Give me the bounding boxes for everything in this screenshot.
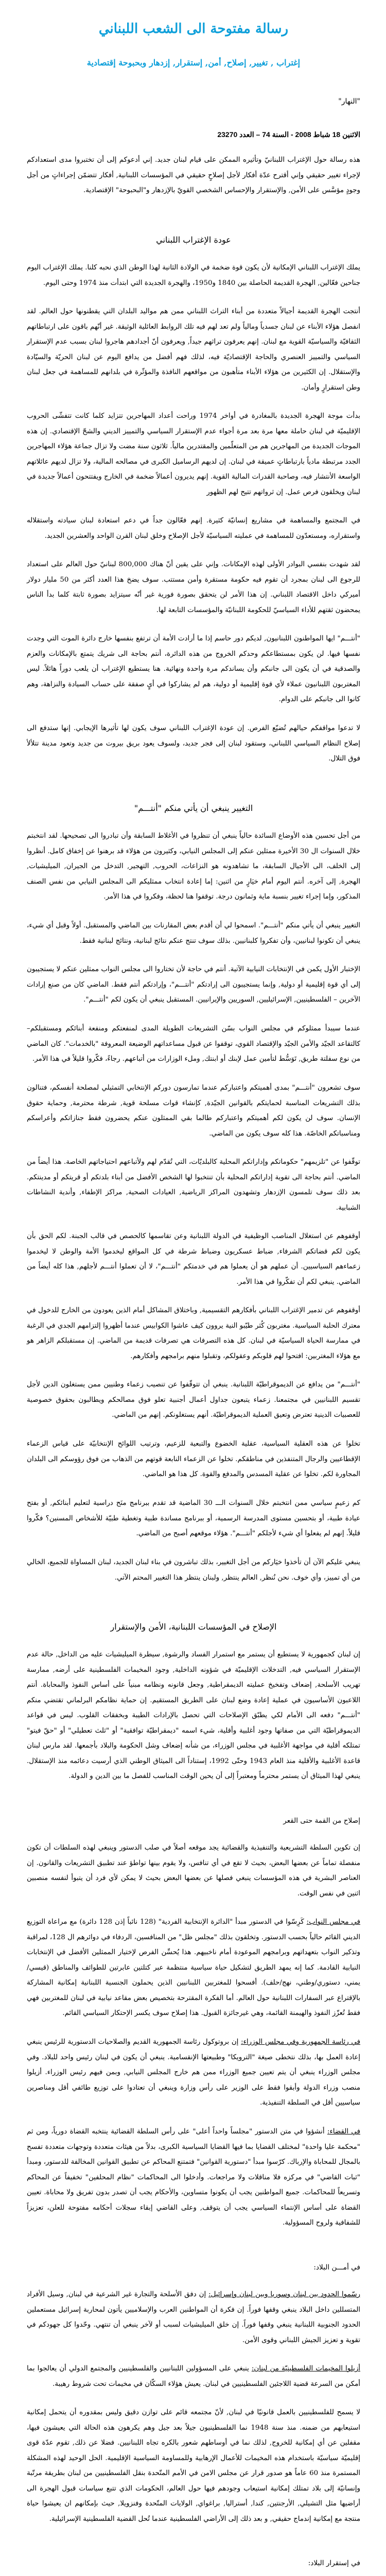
reform-item-parliament [27, 1914, 360, 2021]
reform-item-presidency [27, 2035, 360, 2111]
item-label: أزيلوا المخيمات الفلسطينيّة من لبنان: [251, 2365, 361, 2372]
paragraph: توقّفوا عن "تلزيمهم" حكوماتكم وإداراتكم المحلية كالبلديّات، التي تُقدّم لهم ولأتباعهم احتياجاتهم الخاصة. هذا أيضاً من الماضي. أنتم بحاجة الى تقوية إداراتكم المحلية بأن تنتخبوا لها الشخص الأفضل من أبناء بلدتكم أو قريتكم أو مدينتكم. بعد ذلك سوف تلمسون الإزدهار وتشهدون المراكز الرياضية, العيادات الصحية, مراكز الإطفاء, وأندية النشاطات الشبابية. [27, 1158, 360, 1212]
letter-page [27, 0, 360, 2576]
letter-subtitle: إغتراب , تغيير, إصلاح, أمن, إستقرار, إزدهار وبحبوحة إقتصادية [86, 58, 301, 67]
newspaper-name: "النهار" [338, 97, 360, 106]
item-label: رسّموا الحدود بين لبنان وسوريا وبين لبنان وإسرائيل: [208, 2291, 360, 2298]
paragraph: إن تكوين السلطة التشريعية والتنفيذية والقضائية يجد موقعه أصلاً في صلب الدستور وينبغي لهذه السلطات أن تكون منفصلة تماماً عن بعضها البعض، بحيث لا تقع في أي تنافس، ولا يقوم بينها تواطؤ عند تطبيق التشريعات والقانون. إن العناصر البشرية في هذه المؤسسات ينبغي فصلها عن بعضها البعض بحيث لا يمكن لأي فرد أن يتبوأ لنفسه منصبين اثنين في نفس الوقت. [27, 1844, 360, 1897]
item-text: كَرِسّوا في الدستور مبدأ "الدائرة الإنتخابية الفردية" (128 نائباً إذن 128 دائرة) مع مراعاة التوزيع الديني القائم حالياً بحسب الدستور. وتخلقون بذلك "مجلس ظل" من المنافسين، الردفاء في دوائرهم ال 128، لمراقبة وتذكير النواب بتعهداتهم وبرامجهم الموعودة أمام ناخبيهم. هذا يُحسِّن الفرص لإختيار الممثلين الأفضل في الإنتخابات النيابية القادمة. كما إنه يمهد الطريق لتشكيل حياة سياسية منتظمة عبر كتلتين عابرتين للطوائف والمناطق (قيسي/يمني، دستوري/وطني، نهج/حلف). أفسحوا للمغتربين اللبنانيين الذين يحملون الجنسية اللبنانية إمكانية المشاركة بالإقتراع عبر السفارات اللبنانية حول العالم. أما الفكرة المقترحة بتخصيص بعض مقاعد نيابية في لبنان للمغتربين فهي فقط تُعزّز النفوذ والهيمنة القائمة، وهي غيرجائزة القبول. هذا إصلاح سوف يكسر الإحتكار السياسي القائم. [27, 1918, 360, 2017]
paragraph: "أنتـــم" ايها المواطنون اللبنانيون, لديكم دور حاسم إذا ما أرادت الأمة أن ترتفع بنفسها خارج دائرة الموت التي وجدت نفسها فيها. لن يكون بمستطاعكم وحدكم الخروج من هذه الدائرة، أنتم بحاجة الى شريك يتمتع بالإمكانات والعزم والصدقية في أن يكون الى جانبكم وأن يساندكم مرة واحدة ونهائية. هنا يستطيع الإغتراب أن يلعب دوراً هائلاً. ليس المغتربون اللبنانيون عملاء لأي قوة إقليمية أو دولية، هم لم يشاركوا في أيٍ صفقة على حساب السيادة والنزاهة، وهم كانوا الى جانبكم على الدوام. [27, 635, 360, 703]
subheading-reform-top-bottom: إصلاح من القمة حتى القعر [283, 1817, 360, 1825]
paragraph: تخلوا عن هذه العقلية السياسية، عقلية الخضوع والتبعية للزعيم، وترتيب اللوائح الإنتخابيّة على قياس الزعماء الإقطاعيين والرجال المتنفذين في مناطقكم. تخلوا عن الزعماء النابعة قوتهم من الذهاب من فوق رؤوسكم الى البلدان المجاورة لكم. تخلوا عن عقلية المسدس والمدفع والقوة. كل هذا هو الماضي. [27, 1440, 360, 1478]
paragraph: لقد شهدت بنفسي البوادر الأولى لهذه الإمكانات. وإني على يقين أنّ هناك 800,000 لبنانيّ حول العالم على استعداد للرجوع الى لبنان بمجرد أن تقوم فيه حكومة مستقرة وأمن مستتب. سوف يضخ هذا العدد أكثر من 50 مليار دولار أميركي داخل الاقتصاد اللبناني. إن هذا الأمر لن يتحقق بصورة فورية غير أنّه سيتزايد بصورة ثابتة كلما بدأ الناس يمحضون ثقتهم للأداء السياسيّ للحكومة اللبنانيّة والمؤسسات التابعة لها. [27, 561, 361, 614]
paragraph: ينبغي عليكم الآن أن تأخذوا خيَاركم من أجل التغيير، بذلك تباشرون في بناء لبنان الجديد، لبنان المساواة للجميع، الخالي من أي تمييز، وأي خوف. نحن نُنظر, العالم ينتظر, ولبنان ينتظر هذا التغيير المحتم الآتي. [27, 1558, 360, 1582]
section-heading-reform: الإصلاح في المؤسسات اللبنانية، الأمن والإستقرار [110, 1622, 277, 1632]
paragraph: عندما سيبدأ ممثلوكم في مجلس النواب بسّن التشريعات الطويلة المدى لمنفعتكم ومنفعة أبنائكم ومستقبلكم– كالتقاعد الجيّد والأمن الجيّد والإقتصاد القوي، توقفوا عن قبول مساعداتهم الوضيعة المعروفة "بالخدمات". كان الماضي من نوع سفلتة طريق, تَوَسُّط لتأمين عمل لإبنك أو ابنتك, وملء الوزارات من أتباعهم. رجاءً، فكّروا قليلاً في هذا الأمر. [27, 1025, 360, 1063]
paragraph: "أنتـــم" من يدافع عن الديموقراطيّة اللبنانية. ينبغي أن تتوقّفوا عن تنصيب زعماء وطنيين ممن يستغلون الدين لأجل تقسيم اللبنانيين في مجتمعنا. زعماء يتبعون جداول أعمال أجنبية تعلو فوق مصالحكم ويطالبون بحقوق خصوصية للعصبيات الدينية تعترض وتعيق العملية الديموقراطيّة. أنهم يستغلونكم. إنهم من الماضي. [27, 1381, 360, 1419]
item-text: أنشؤوا في متن الدستور "مجلساً واحداً أعلى" على رأس السلطة القضائية ينتخبه القضاة دورياً، ومن ثم "محكمة عليا واحدة" لمختلف القضايا بما فيها القضايا السياسية الكبرى، بدلاً من هيئات متعددة وتوجهات متعددة تفسح بالمجال للمحاباة والإرباك. كرّسوا مبدأ "دستورية القوانين" فتمتنع المحاكم عن تطبيق القوانين المخالفة للدستور، ومبدأ "ثبات القاضي" في مركزه فلا مناقلات ولا مراجعات. وأدخلوا الى المحاكمات "نظام المحلفين" تخفيفاً عن المحاكم وتسريعاً للمحاكمات. جميع المواطنين يجب أن يكونوا متساوين، والأحكام يجب أن تصدر بدون تفريق ولا محاباة. تعيين القضاة على أساس الإنتماء السياسي يجب أن يتوقف, وعلى القاضي إبقاء سجلات أحكامه مفتوحة للعلن، تعزيزاً للشفافية ولروح المسؤولية. [27, 2128, 360, 2227]
paragraph: لا يسمح للفلسطينيين بالعمل قانونيّا في لبنان, لأنّ مجتمعه قائم على توازن دقيق وليس بمقدوره أن يتحمل إمكانية استيعابهم من ضمنه. منذ سنة 1948 نما الفلسطينيون جيلاً بعد جيل وهم يكرهون هذه الحالة التي يعيشون فيها، مقفلين عن أي إمكانية للخروج, لذلك نما في أوساطهم شعور بالكره تجاه اللبنانيين. فضلا عن ذلك, تقوم عدّة قوى إقليميّة سياسيّة باستخدام هذه المخيمات للأعمال الإرهابية وللمساومة السياسية الإقليمية. الحل الوحيد لهذه المشكلة المستمرة منذ 60 عاماً هو صدور قرار عن مجلس الامن في الأمم المتّحدة بنقل الفلسطينيين من لبنان بطريقة مرتّبة وإنسانيّة إلى بلاد تمتلك إمكانية استيعاب وجودهم فيها حول العالم، الحكومات الذي تتبع سياسات قبول الهجرة الى أراضيها مثل التشيلي, الأرجنتين, كندا, أستراليا, براغواي, الولايات المتّحدة وفنزويلا, حيث بإمكانهم ان يعيشوا حياة منتجة مع إمكانية إندماج حقيقي, و بعد ذلك إلى الأراضي الفلسطينية عندما تُحل القضية الفلسطينية الإسرائيلية. [27, 2409, 360, 2523]
reform-item-judiciary [27, 2124, 360, 2231]
paragraph: إن لبنان كجمهورية لا يستطيع أن يستمر مع استمرار الفساد والرشوة, سيطرة الميليشيات عليه من الداخل, حالة عدم الإستقرار السياسي فيه, التدخلات الإقليميّة في شؤونه الداخلية, وجود المخيمات الفلسطينية على أرضه, ممارسة تهريب الأسلحة, إضعاف وتفخيخ عمليته الديمقراطية, وجعل قانونه ونظامه مبنياً على أساس النفوذ والمحاباة. أنتم اللاعبون الأساسيون في عملية إعادة وضع لبنان على الطريق المستقيم. إن حماية نظامكم البرلماني تقتضي منكم "أنتـــم" دفعه الى الأمام لكي يطبّق الإصلاحات التي تحصل بالإرادات الطيبة وبخفقات القلوب. ليس في قواعد الديموقراطيّة التي من صفاتها وجود أغلبية وأقلية، شيء اسمه "ديمقراطيّة توافقية" أو "ثلث تعطيلي" أو "حقّ فيتو" تمتلكه أقلية في مواجهة الأغلبية في مجلس الوزراء، من شأنه إضعاف وشل الحكومة والبلاد بأجمعها. لقد مارس لبنان قاعدة الأغلبية والأقلية منذ العام 1943 وحتّى 1992، إستناداً الى الميثاق الوطني الذي أرسيت دعائمه منذ الإستقلال. ينبغي لهذا الميثاق أن يستمر محترماً ومعتبراً إلى أن يحين الوقت المناسب للفصل ما بين الدين و الدولة. [27, 1651, 360, 1780]
item-text: إن بروتوكول رئاسة الجمهورية القديم والصلاحيات الدستورية للرئيس ينبغي إعادة العمل بها، بذلك نتخطى صيغة "الترويكا" وطبيعتها الإنقسامية. ينبغي أن يكون في لبنان رئيس واحد للبلاد. وفي مجلس الوزراء ينبغي أن يتم تعيين جميع الوزراء ممن هم خارج المجلس النيابي, وبمن فيهم رئيس الوزراء. أزيلوا منصب وزراء الدولة وأبقوا فقط على الوزير على رأس وزارة وينبغي أن تعتادوا على توزيع طائفي أقل ومناصرين سياسيين أقل في السلطة التنفيذية. [27, 2038, 360, 2107]
subheading-stability: في إستقرار البلاد: [308, 2559, 360, 2567]
paragraph: كم زعيمٍ سياسي ممن انتخبتم خلال السنوات الـــ 30 الماضية قد تقدم ببرنامج منَح دراسية لتعليم أبنائكم, أو بفتح عيادة طبية، أو بتحسين مستوى المدرسة الرسمية، أو ببرنامج مساندة طبية وتغطية طبيّة للأشخاص المسنين؟ فكّروا قليلاً. إنهم لم يفعلوا أي شيء لأجلكم "أنتـــم". هؤلاء موقعهم أصبح من الماضي. [27, 1499, 360, 1537]
subheading-security: في أمـــن البلاد: [313, 2263, 360, 2272]
letter-title: رسالة مفتوحة الى الشعب اللبناني [98, 21, 289, 37]
item-label: في مجلس النواب: [306, 1918, 360, 1926]
paragraph: من أجل تحسين هذه الأوضاع السائدة حالياً ينبغي أن تنظروا في الأغلاط السابقة وأن تبادروا الى تصحيحها. لقد انتخبتم خلال السنوات ال 30 الأخيرة ممثلين عنكم إلى المجلس النيابي، وكثيرون من هؤلاء قد برهنوا عن إخفاق كامل. أنظروا إلى الخلف، الى الأجيال السابقة، ما تشاهدونه هو النزاعات، الحروب, التهجير, التدخل من الجيران, الميليشيات, الهجرة, إلى آخره. أنتم اليوم أمام خيَارٍ من اثنين: إما إعادة انتخاب ممثليكم الى المجلس النيابي من نفس الصنف المذكور، وإما إجراء تغيير بنسبة ماية وثمانون درجة. توقفوا هنا لحظة، وفكروا في هذا الأمر. [27, 832, 361, 901]
security-item-borders [27, 2287, 360, 2348]
intro-paragraph: هذه رسالة حول الإغتراب اللبنانيّ وتأثيره الممكن على قيام لبنان جديد. إني أدعوكم إلى أن تختبروا مدى استعدادكم لإجراء تغيير حقيقي وإني أقترح عدّة أفكار لأجل إصلاحٍ حقيقي في المؤسسات اللبنانية, أفكار تتضمّن إجراءاتٍ من أجل وجودٍ مؤسَّس على الأمن, والإستقرار والإحساس الشخصي القويّ بالإزدهار و"البحبوحة" الإقتصادية. [27, 156, 360, 194]
paragraph: التغيير ينبغي أن يأتي منكم "أنتـــم". اسمحوا لي أن أقدم بعض المقارنات بين الماضي والمستقبل. أولاً وقبل أي شيء، ينبغي أن تكونوا لبنانيين، وأن تفكروا كلبنانيين. بذلك سوف تنتج عنكم نتائج لبنانية، ونتائج لبنانية فقط. [27, 922, 360, 945]
section-heading-change: التغيير ينبغي أن يأتي منكم "أنتـــم" [134, 803, 253, 813]
item-text: إن دفق الأسلحة والتجارة غير الشرعية في لبنان, وسيل الأفراد المتسللين داخل البلاد ينبغي وقفها فوراً. إن فكرة أن المواطنين العرب والإسلاميين يأتون لمحاربة إسرائيل مستعملين الحدود الجنوبية اللبنانية ينبغي وقفها فوراً. إن خلق الميليشيات لسبب أو لآخر ينبغي أن تنتهي. وحّدوا كل جهودكم في تقوية و تعزيز الجيش اللبناني وقوى الأمن. [27, 2291, 360, 2344]
item-text: ينبغي على المسؤولين اللبنانيين والفلسطينيين والمجتمع الدولي أن يعالجوا بما أمكن من السرعة قضية اللاجئين الفلسطينيين في لبنان. يعيش هؤلاء السكّان في مخيمات تحت شروط رهيبة. [27, 2365, 360, 2388]
paragraph: بدأت موجة الهجرة الجديدة بالمغادرة في أواخر 1974 وراحت أعداد المهاجرين تتزايد كلما كانت تتفشّى الحروب الإقليميّة في لبنان حاملة معها مرة بعد مرة أجواء عدم الإستقرار السياسي والتمييز الديني والشحّ الإقتصادي. إن هذه الموجات الجديدة من المهاجرين هم من المتعلّمين والمقتدرين مالياً. ثلاثون سنة مضت ولا تزال جماعة هؤلاء المهاجرين الجدد مرتبطة مادياً بارتباطاتٍ عميقة في لبنان. إن لديهم الرساميل الكبرى في مصالحه المالية، ولا تزال لديهم عائلاتهم الواسعة الأنتشار فيه، وصاحبة القدرات المالية القوية. إنهم يديرون أعمالاً ضخمة في الخارج ويفتتحون أعمالاً جديدة في لبنان ويخلقون فرص عمل. إن ثرواتهم تتيح لهم الظهور [27, 412, 360, 496]
paragraph: سوف تشعرون "أنتـــم" بمدى أهميتكم واعتباركم عندما تمارسون دوركم الإنتخابي التمثيلي لمصلحة أنفسكم، فتنالون بذلك التشريعات المناسبة لحمايتكم بالقوانين الجيّدة, كإنشاء قوات مسلحة قوية, شرطة محترمة, وحماية حقوق الإنسان. سوف لن يكون لكم أهميتكم واعتباركم طالما بقي الممثلون عنكم يحضرون فقط جنازاتكم وأعراسكم ومناسباتكم الخاصّة. هذا كله سوف يكون من الماضي. [27, 1084, 360, 1138]
paragraph: الإختبار الأول يكمن في الإنتخابات النيابية الآتية. أنتم في حاجة لأن تختاروا الى مجلس النواب ممثلين عنكم لا يستجيبون إلى أي قوة إقليمية أو دولية, وإنما يستجيبون الى إرادتكم "أنتـــم"، وإرادتكم أنتم فقط. الماضي كان من صنع إرادات الآخرين – الفلسطينيين, الإسرائيليين, السوريين والإيرانيين. المستقبل ينبغي أن يكون لكم "أنتـــم". [27, 965, 360, 1004]
paragraph: أنتجت الهجرة القديمة أجيالاً متعددة من أبناء التراث اللبناني ممن هم مواليد البلدان التي يقطنونها حول العالم. لقد انفصل هؤلاء الأبناء عن لبنان جسدياً ومالياً ولم تعد لهم فيه تلك الروابط العائلية الوثيقة. غير أنّهم باقون على ارتباطاتهم الثقافيّة والسياسيّة القوية مع لبنان. إنهم يعرفون تراثهم جيداً, ويعرفون أنّ أجدادهم هاجروا لبنان بسبب عدم الإستقرار السياسي والتمييز العنصري والحاجة الإقتصاديّة فيه، لذلك فهم أفضل من يدافع اليوم عن لبنان الحريّة والسيّادة والإستقلال. إن الكثيرين من هؤلاء الأبناء متأهبون من مواقعهم النافذة والمؤثّرة في بلدانهم للمساهمة في جعل لبنان وطن استقرارٍ وأمان. [27, 308, 360, 392]
paragraph: يملك الإغتراب اللبناني الإمكانية لأن يكون قوة ضخمة في الولادة الثانية لهذا الوطن الذي نحبه كلنا. يملك الإغتراب اليوم جناحين فعّالين, الهجرة القديمة الحاصلة بين 1840 و1950، والهجرة الجديدة التي ابتدأت منذ 1974 وحتى اليوم. [27, 264, 360, 287]
security-item-camps [27, 2361, 360, 2392]
item-label: في القضاء: [327, 2128, 360, 2136]
item-label: في رئاسة الجمهورية وفي مجلس الوزراء: [241, 2038, 360, 2046]
section-heading-diaspora: عودة الإغتراب اللبناني [156, 235, 231, 245]
paragraph: أوقفوهم عن تدمير الإغتراب اللبناني بأفكارهم التقسيمية, وباختلاق المشاكل أمام الذين يعودون من الخارج للدخول في معترك الحلبة السياسية. مغتربون كُثر طيّبو النية يروون كيف عاشوا الكوابيس عندما أظهروا إلتزامهم الجدي في الرغبة في ممارسة الحياة السياسيّة في لبنان. كل هذه التصرفات هي تصرفات قديمة من الماضي. إن مستقبلكم الزاهر هو مع هؤلاء المغتربين: افتحوا لهم قلوبكم وعقولكم، وتقبلوا منهم برامجهم وأفكارهم. [27, 1307, 360, 1360]
paragraph: في المجتمع والمساهمة في مشاريع إنسانيّة كثيرة. إنهم فعّالون جداً في دعم استعادة لبنان سيادته واستقلاله واستقراره، ومستعدّون للمساهمة في عمليته السياسيّة لأجل الإصلاح وخلق لبنان القرن الواحد والعشرين الجديد. [27, 517, 360, 540]
paragraph: لا تدعوا مواقفكم حيالهم تُضيّع الفرص. إن عودة الإغتراب اللبناني سوف يكون لها تأثيرها الإيجابي. إنها ستدفع الى إصلاح النظام السياسي اللبناني، وستقود لبنان إلى فجر جديد، ولسوف يعود بريق بيروت من جديد وتعود مدينة تتلألأ فوق التلال. [27, 724, 360, 762]
issue-line: الاثنين 18 شباط 2008 - السنة 74 – العدد 23270 [217, 130, 360, 139]
paragraph: أوقفوهم عن استغلال المناصب الوظيفية في الدولة اللبنانية وعن تقاسمها كالحصص في قالب الجبنة. لكم الحق بأن يكون لكم قضاتكم الشرفاء, ضباط عسكريون وضباط شرطة في كل المواقع ليخدموا الأمة والوطن لا ليخدموا زعماءهم السياسيين. أن عملهم هو أن يعملوا هم في خدمتكم "أنتـــم"، لا أن تعملوا أنتـــم لأجلهم, هذا كله أيضاً من الماضي. ينبغي لكم أن تفكّروا في هذا الأمر. [27, 1232, 360, 1286]
